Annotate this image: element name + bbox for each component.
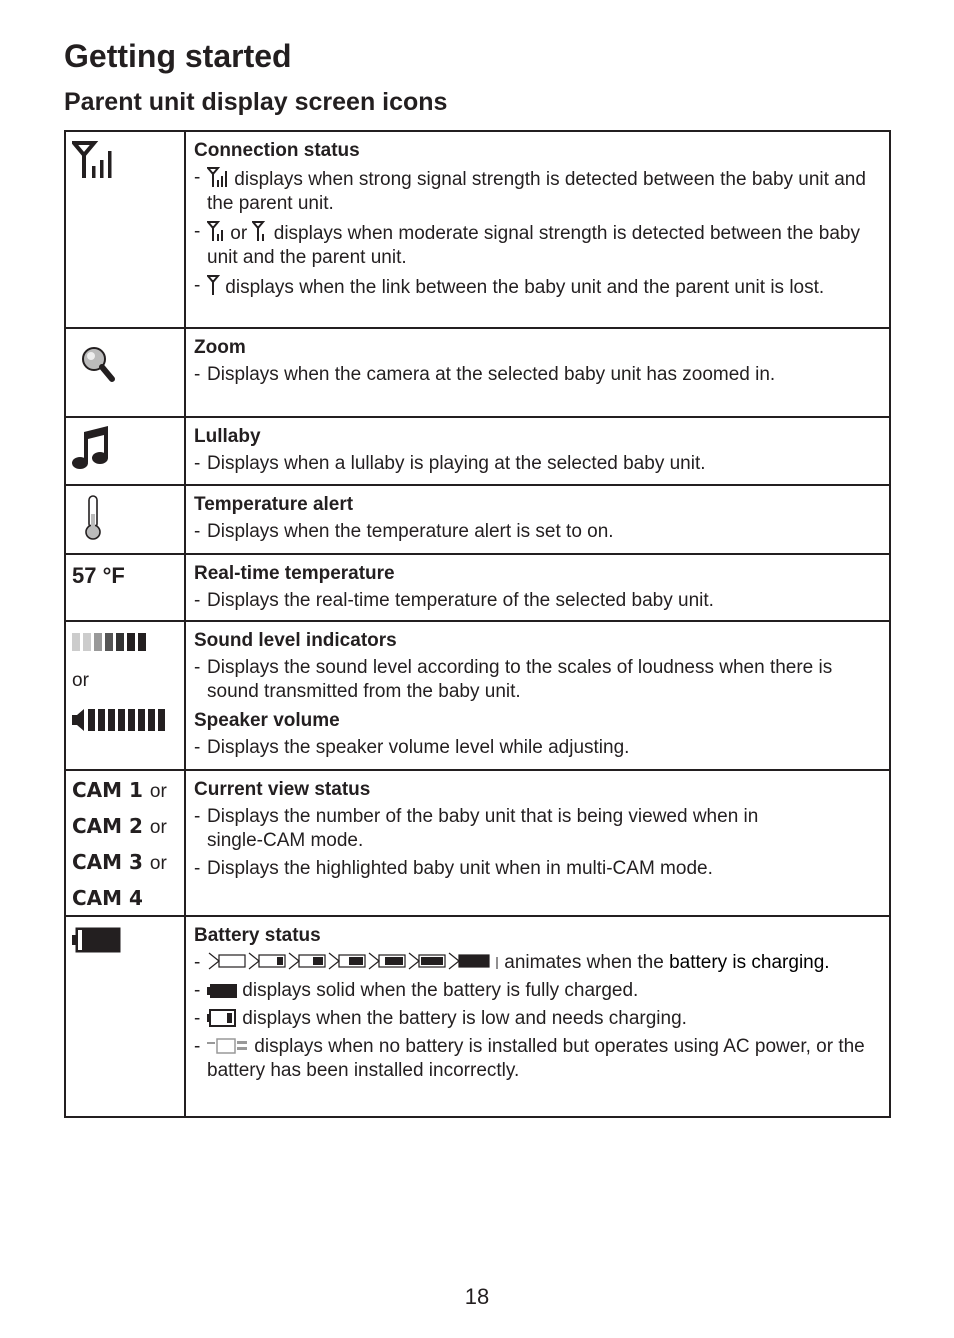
cam-label: CAM 4 — [72, 886, 143, 910]
or-label: or — [72, 670, 89, 691]
battery-solid-icon — [207, 983, 237, 999]
signal-strength-icon — [72, 140, 116, 180]
signal-weak-icon — [252, 220, 268, 242]
list-item: - Displays the speaker volume level while adjusting. — [194, 736, 881, 760]
table-row: CAM 1 or CAM 2 or CAM 3 or CAM 4 Current view status - Displays the number of the baby unit that is being viewed when in single-CAM mode. - Displays the highlighted baby unit when in multi-CAM mode. — [65, 770, 890, 916]
table-row — [65, 328, 890, 417]
row-heading: Temperature alert — [194, 494, 354, 515]
table-row — [65, 417, 890, 485]
table-row — [65, 916, 890, 1117]
list-item: - animates when the battery is charging. — [194, 951, 881, 975]
section-subtitle: Parent unit display screen icons — [64, 88, 448, 116]
list-item: - Displays the real-time temperature of the selected baby unit. — [194, 589, 881, 613]
sound-level-icon — [72, 632, 146, 652]
cam-label: CAM 1 — [72, 778, 143, 802]
list-item: - displays solid when the battery is fully charged. — [194, 979, 881, 1003]
cam-label: CAM 3 — [72, 850, 143, 874]
thermometer-icon — [78, 494, 108, 542]
list-item: - Displays when the camera at the selected baby unit has zoomed in. — [194, 363, 881, 387]
row-heading: Current view status — [194, 779, 371, 800]
list-item: - displays when the link between the baby unit and the parent unit is lost. — [194, 274, 881, 300]
list-item: - displays when no battery is installed but operates using AC power, or the battery has been installed incorrectly. — [194, 1035, 881, 1083]
row-heading: Sound level indicators — [194, 630, 397, 651]
row-heading: Real-time temperature — [194, 563, 395, 584]
table-row — [65, 621, 890, 770]
music-note-icon — [72, 426, 112, 470]
page-number: 18 — [464, 1284, 490, 1309]
list-item: - displays when strong signal strength is detected between the baby unit and the parent unit. — [194, 166, 881, 216]
speaker-volume-icon — [72, 708, 168, 732]
signal-lost-icon — [207, 274, 220, 296]
list-item: - Displays the sound level according to the scales of loudness when there is sound transmitted from the baby unit. — [194, 656, 881, 704]
magnifier-icon — [78, 343, 118, 385]
page-title: Getting started — [64, 38, 292, 74]
list-item: - Displays when the temperature alert is set to on. — [194, 520, 881, 544]
list-item: - or displays when moderate signal strength is detected between the baby unit and the parent unit. — [194, 220, 881, 270]
list-item: - Displays the number of the baby unit that is being viewed when in single-CAM mode. — [194, 805, 881, 853]
table-row — [65, 554, 890, 621]
icon-table — [64, 130, 891, 1118]
table-row — [65, 485, 890, 554]
ac-power-no-battery-icon — [207, 1037, 249, 1055]
list-item: - displays when the battery is low and needs charging. — [194, 1007, 881, 1031]
battery-low-icon — [207, 1009, 237, 1027]
row-heading-secondary: Speaker volume — [194, 710, 340, 731]
table-row — [65, 131, 890, 328]
list-item: - Displays when a lullaby is playing at the selected baby unit. — [194, 452, 881, 476]
row-heading: Battery status — [194, 925, 321, 946]
battery-full-icon — [72, 927, 122, 953]
battery-charging-animation-icon — [207, 951, 499, 971]
row-heading: Zoom — [194, 337, 246, 358]
temperature-readout: 57 °F — [72, 563, 125, 588]
cam-label: CAM 2 — [72, 814, 143, 838]
signal-strong-icon — [207, 166, 229, 188]
row-heading: Connection status — [194, 140, 360, 161]
row-heading: Lullaby — [194, 426, 261, 447]
list-item: - Displays the highlighted baby unit when in multi-CAM mode. — [194, 857, 881, 881]
signal-moderate-icon — [207, 220, 225, 242]
